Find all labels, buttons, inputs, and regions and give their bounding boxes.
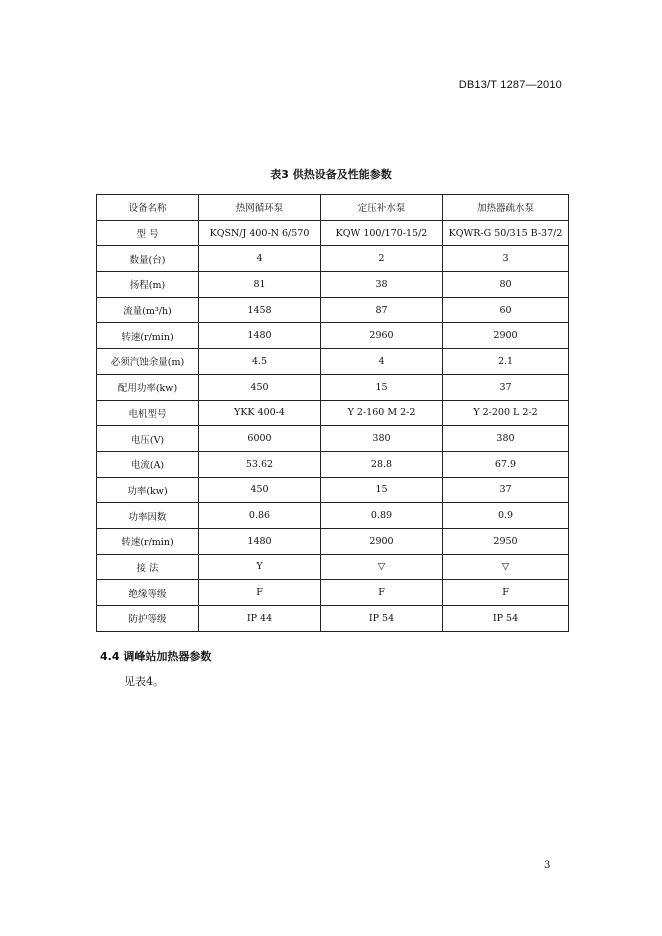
table-cell: 67.9 [443, 451, 569, 477]
table-row [97, 323, 569, 349]
table-cell: 0.89 [321, 503, 443, 529]
table-row [97, 606, 569, 632]
table-cell: 80 [443, 272, 569, 298]
row-label-cell: 绝缘等级 [97, 580, 199, 606]
row-label-cell: 配用功率(kw) [97, 374, 199, 400]
document-code: DB13/T 1287—2010 [458, 79, 562, 91]
section-paragraph: 见表4。 [124, 675, 164, 688]
page-number: 3 [544, 860, 551, 871]
table-title: 表3 供热设备及性能参数 [270, 168, 392, 181]
table-cell: 6000 [199, 426, 321, 452]
table-cell: 0.86 [199, 503, 321, 529]
table-cell: 15 [321, 477, 443, 503]
table-cell: 0.9 [443, 503, 569, 529]
table-row [97, 272, 569, 298]
row-label-cell: 电压(V) [97, 426, 199, 452]
table-cell: 1480 [199, 323, 321, 349]
row-label-cell: 防护等级 [97, 606, 199, 632]
table-cell: Y 2-200 L 2-2 [443, 400, 569, 426]
row-label-cell: 转速(r/min) [97, 528, 199, 554]
table-cell: 2960 [321, 323, 443, 349]
table-cell: 1458 [199, 297, 321, 323]
table-cell: IP 44 [199, 606, 321, 632]
table-cell: 37 [443, 374, 569, 400]
table-cell: 38 [321, 272, 443, 298]
row-label-cell: 必须汽蚀余量(m) [97, 349, 199, 375]
table-cell: KQWR-G 50/315 B-37/2 [443, 220, 569, 246]
row-label-cell: 流量(m³/h) [97, 297, 199, 323]
row-label-cell: 功率(kw) [97, 477, 199, 503]
table-cell: 4.5 [199, 349, 321, 375]
table-row [97, 580, 569, 606]
table-row [97, 477, 569, 503]
table-cell: 450 [199, 477, 321, 503]
row-label-cell: 设备名称 [97, 195, 199, 221]
table-cell: 2900 [321, 528, 443, 554]
section-heading: 4.4 调峰站加热器参数 [100, 650, 212, 663]
table-cell: KQW 100/170-15/2 [321, 220, 443, 246]
table-cell: 4 [321, 349, 443, 375]
table-row [97, 220, 569, 246]
table-cell: 3 [443, 246, 569, 272]
row-label-cell: 型 号 [97, 220, 199, 246]
row-label-cell: 功率因数 [97, 503, 199, 529]
table-cell: 28.8 [321, 451, 443, 477]
table-cell: 81 [199, 272, 321, 298]
table-row [97, 246, 569, 272]
table-row [97, 451, 569, 477]
table-cell: 87 [321, 297, 443, 323]
table-row [97, 528, 569, 554]
table-cell: ▽ [443, 554, 569, 580]
table-row [97, 426, 569, 452]
table-cell: 450 [199, 374, 321, 400]
row-label-cell: 扬程(m) [97, 272, 199, 298]
table-row [97, 400, 569, 426]
table-cell: 定压补水泵 [321, 195, 443, 221]
table-cell: IP 54 [321, 606, 443, 632]
table-cell: 2 [321, 246, 443, 272]
table-cell: F [321, 580, 443, 606]
equipment-parameters-table [96, 194, 569, 632]
table-cell: Y 2-160 M 2-2 [321, 400, 443, 426]
table-cell: 380 [443, 426, 569, 452]
table-cell: IP 54 [443, 606, 569, 632]
table-cell: F [443, 580, 569, 606]
table-cell: 4 [199, 246, 321, 272]
table-cell: YKK 400-4 [199, 400, 321, 426]
table-cell: ▽ [321, 554, 443, 580]
row-label-cell: 接 法 [97, 554, 199, 580]
row-label-cell: 电机型号 [97, 400, 199, 426]
table-cell: 37 [443, 477, 569, 503]
table-cell: 2900 [443, 323, 569, 349]
table-cell: 2.1 [443, 349, 569, 375]
row-label-cell: 数量(台) [97, 246, 199, 272]
table-cell: 1480 [199, 528, 321, 554]
table-cell: Y [199, 554, 321, 580]
table-row [97, 503, 569, 529]
table-row [97, 297, 569, 323]
table-cell: 53.62 [199, 451, 321, 477]
row-label-cell: 转速(r/min) [97, 323, 199, 349]
table-cell: F [199, 580, 321, 606]
table-cell: 热网循环泵 [199, 195, 321, 221]
row-label-cell: 电流(A) [97, 451, 199, 477]
table-cell: 380 [321, 426, 443, 452]
table-cell: 15 [321, 374, 443, 400]
table-cell: KQSN/J 400-N 6/570 [199, 220, 321, 246]
table-cell: 加热器疏水泵 [443, 195, 569, 221]
table-row [97, 349, 569, 375]
table-cell: 2950 [443, 528, 569, 554]
table-row [97, 374, 569, 400]
table-row [97, 554, 569, 580]
table-cell: 60 [443, 297, 569, 323]
table-header-row [97, 195, 569, 221]
